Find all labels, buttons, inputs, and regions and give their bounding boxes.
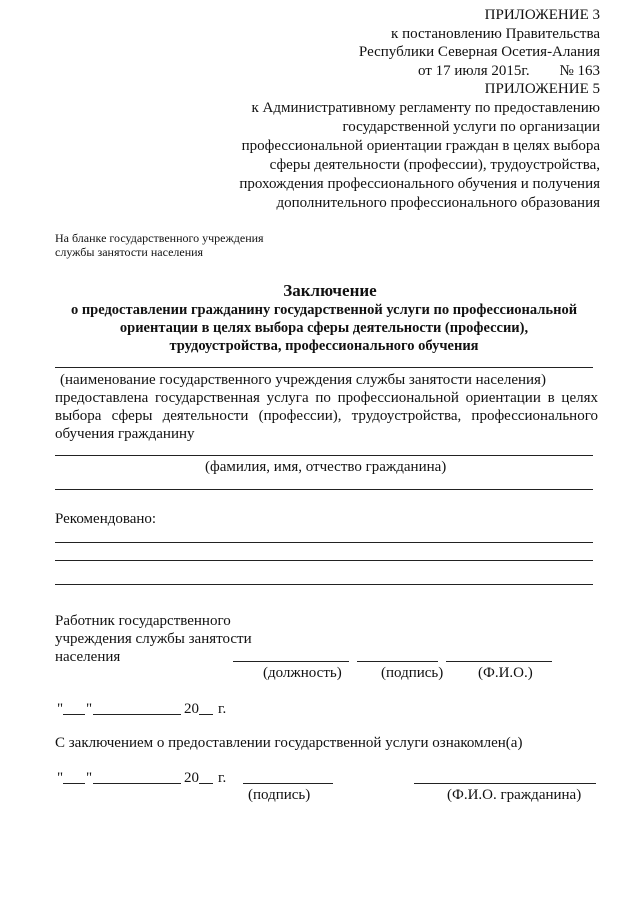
recommended-fill-line — [55, 584, 593, 585]
blank-note-line1: На бланке государственного учреждения — [55, 231, 264, 245]
citizen-extra-fill-line — [55, 489, 593, 490]
blank-note-line2: службы занятости населения — [55, 245, 204, 259]
date-year-fill-line — [199, 783, 213, 784]
date-g: г. — [218, 701, 227, 717]
appendix3-number: № 163 — [559, 63, 600, 79]
heading-line1: о предоставлении гражданину государственной услуги по профессиональной — [70, 302, 578, 318]
date-quote-close: " — [86, 770, 93, 786]
date-year-fill-line — [199, 714, 213, 715]
date-quote-close: " — [86, 701, 93, 717]
worker-label-line: учреждения службы занятости — [55, 631, 252, 647]
signature2-caption: (подпись) — [248, 787, 311, 803]
fio-caption: (Ф.И.О.) — [478, 665, 533, 681]
date-g: г. — [218, 770, 227, 786]
citizen-fio-caption: (Ф.И.О. гражданина) — [447, 787, 582, 803]
signature-fill-line — [357, 661, 438, 662]
date-year-prefix: 20 — [184, 701, 199, 717]
institution-fill-line — [55, 367, 593, 368]
appendix5-line: дополнительного профессионального образования — [276, 195, 600, 211]
date-day-fill-line — [63, 714, 85, 715]
citizen-fio-fill-line — [414, 783, 596, 784]
date-day-fill-line — [63, 783, 85, 784]
appendix5-line: сферы деятельности (профессии), трудоустройства, — [269, 157, 600, 173]
recommended-fill-line — [55, 560, 593, 561]
signature-caption: (подпись) — [381, 665, 444, 681]
appendix5-line: государственной услуги по организации — [342, 119, 600, 135]
recommended-fill-line — [55, 542, 593, 543]
provided-last-line: обучения гражданину — [55, 426, 195, 442]
date-month-fill-line — [93, 714, 181, 715]
date-quote-open: " — [57, 701, 64, 717]
appendix3-line1: к постановлению Правительства — [391, 26, 600, 42]
appendix3-date: от 17 июля 2015г. — [418, 63, 530, 79]
signature2-fill-line — [243, 783, 333, 784]
date-quote-open: " — [57, 770, 64, 786]
position-fill-line — [233, 661, 349, 662]
citizen-name-fill-line — [55, 455, 593, 456]
appendix5-line: профессиональной ориентации граждан в целях выбора — [241, 138, 600, 154]
provided-line: предоставлена государственная услуга по профессиональной ориентации в целях — [55, 390, 598, 406]
institution-caption: (наименование государственного учреждения службы занятости населения) — [60, 372, 546, 388]
citizen-caption: (фамилия, имя, отчество гражданина) — [205, 459, 447, 475]
date-month-fill-line — [93, 783, 181, 784]
document-title: Заключение — [283, 281, 377, 300]
appendix5-line: к Административному регламенту по предоставлению — [251, 100, 600, 116]
date-year-prefix: 20 — [184, 770, 199, 786]
heading-line2: ориентации в целях выбора сферы деятельности (профессии), — [119, 320, 529, 336]
appendix5-line: прохождения профессионального обучения и получения — [239, 176, 600, 192]
appendix3-line2: Республики Северная Осетия-Алания — [358, 44, 600, 60]
position-caption: (должность) — [263, 665, 342, 681]
recommended-label: Рекомендовано: — [55, 511, 157, 527]
heading-line3: трудоустройства, профессионального обучения — [169, 338, 479, 354]
acquainted-text: С заключением о предоставлении государственной услуги ознакомлен(а) — [55, 735, 523, 751]
provided-line: выбора сферы деятельности (профессии), трудоустройства, профессионального — [55, 408, 598, 424]
appendix5-title: ПРИЛОЖЕНИЕ 5 — [484, 81, 600, 97]
worker-label-line: населения — [55, 649, 121, 665]
fio-fill-line — [446, 661, 552, 662]
appendix3-title: ПРИЛОЖЕНИЕ 3 — [484, 7, 600, 23]
worker-label-line: Работник государственного — [55, 613, 231, 629]
